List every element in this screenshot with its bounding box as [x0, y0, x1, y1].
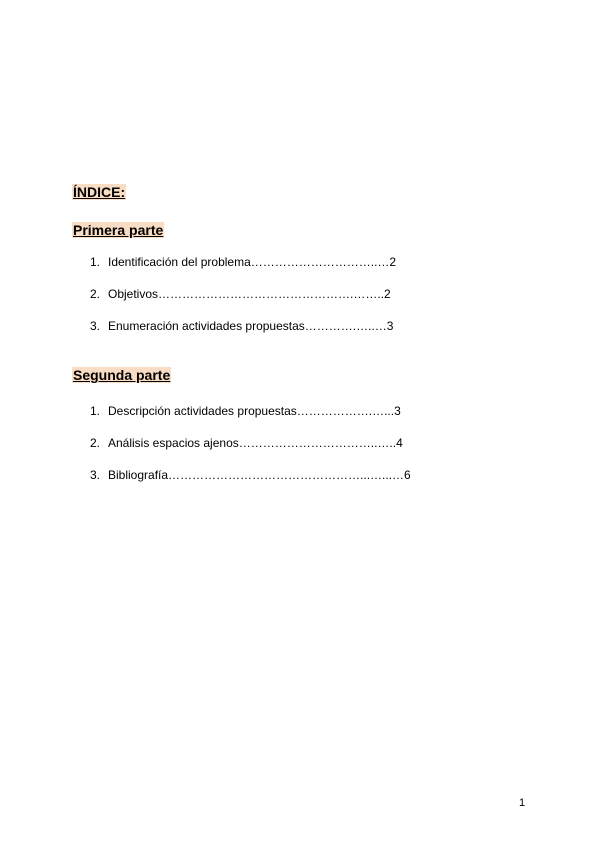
toc-item-number: 2. — [90, 436, 101, 450]
toc-item-text: Análisis espacios ajenos……………………………..…..4 — [108, 436, 403, 450]
toc-item-text: Descripción actividades propuestas……………….…...3 — [108, 404, 401, 418]
toc-item-number: 1. — [90, 255, 101, 269]
section-title-primera-parte: Primera parte — [73, 222, 164, 238]
toc-item-number: 3. — [90, 468, 101, 482]
toc-item-number: 3. — [90, 319, 101, 333]
toc-item — [90, 287, 391, 301]
toc-item-text: Enumeración actividades propuestas………….…..…3 — [108, 319, 394, 333]
index-title: ÍNDICE: — [73, 184, 126, 200]
toc-item — [90, 436, 403, 450]
toc-item-text: Objetivos………………………………………….……..2 — [108, 287, 391, 301]
toc-item-number: 2. — [90, 287, 101, 301]
page-number: 1 — [519, 797, 526, 809]
toc-item — [90, 404, 401, 418]
toc-item-text: Bibliografía…………………………………………...…...…6 — [108, 468, 411, 482]
toc-item — [90, 319, 393, 333]
toc-item-text: Identificación del problema…………………………..…2 — [108, 255, 397, 269]
toc-item — [90, 468, 411, 482]
toc-item-number: 1. — [90, 404, 101, 418]
toc-item — [90, 255, 396, 269]
section-title-segunda-parte: Segunda parte — [73, 367, 171, 383]
